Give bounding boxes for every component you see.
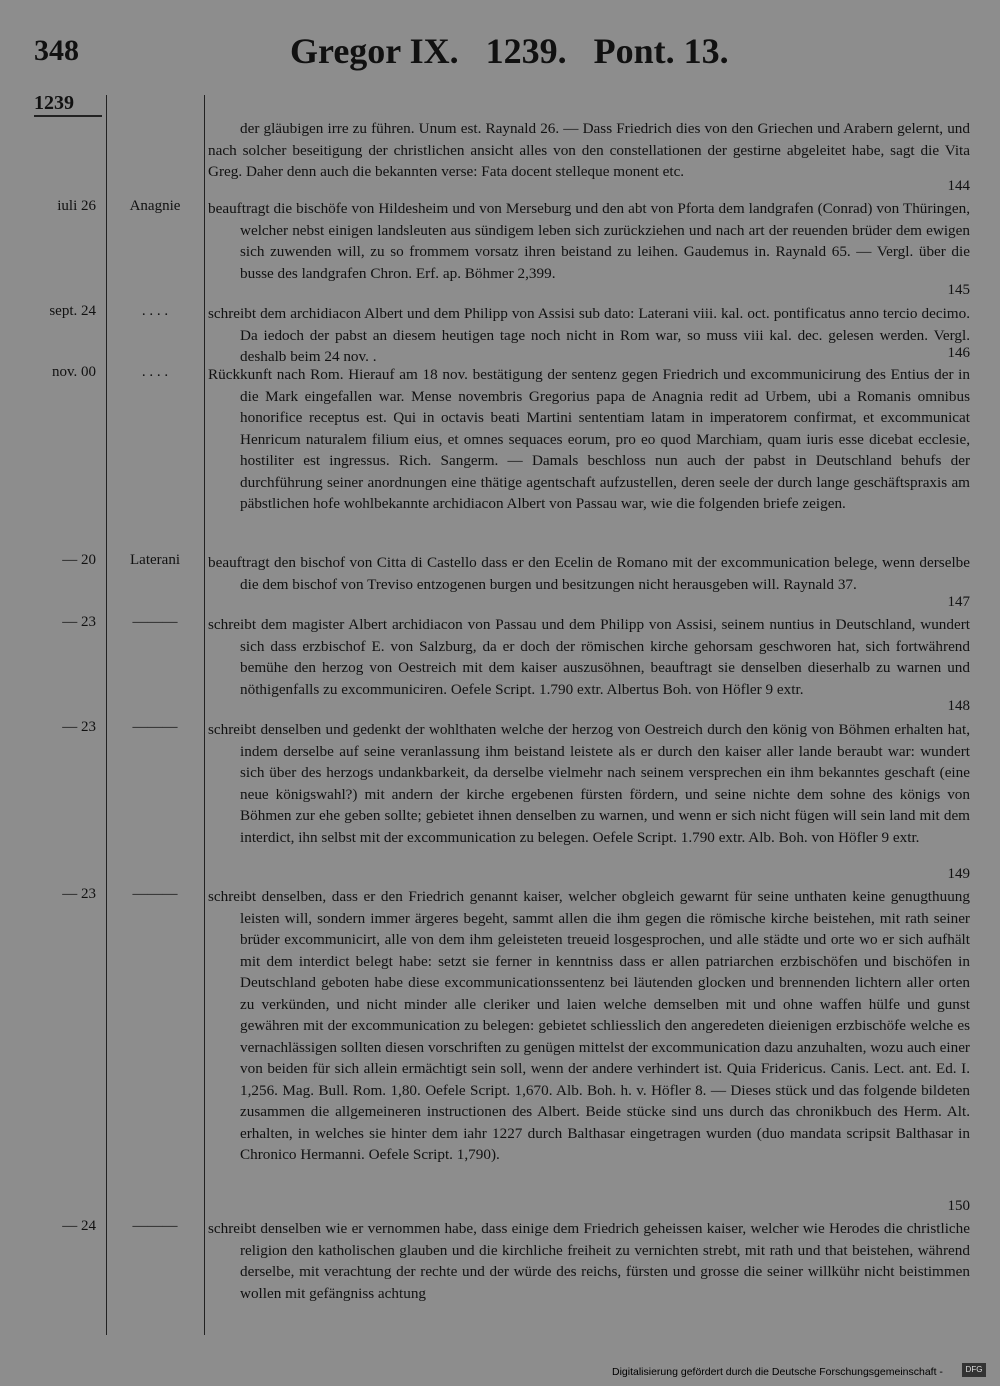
entry-text: Rückkunft nach Rom. Hierauf am 18 nov. bestätigung der sentenz gegen Friedrich und excommunicirung des Entius der in die Mark eingefallen war. Mense novembris Gregorius papa de Anagnia redit ad Urbem, ubi a Romanis omnibus honorifice receptus est. Qui in octavis beati Martini sententiam latam in imperatorem confirmat, et excommunicat Henricum naturalem filium eius, et omnes sequaces eorum, pro eo quod Marchiam, quam iuris esse dicebat ecclesie, hostiliter est ingressus. Rich. Sangerm. — Damals beschloss nun auch der pabst in Deutschland behufs der durchführung seiner anordnungen eine thätige agentschaft aufzustellen, deren seele der durch lange geschäftspraxis am päbstlichen hofe wohlbekannte archidiacon Albert von Passau war, wie die folgenden briefe zeigen. (208, 366, 970, 512)
entry-place: ——— (132, 1218, 178, 1234)
entry-number: 144 (947, 178, 970, 194)
entry-text: schreibt denselben wie er vernommen habe, dass einige dem Friedrich geheissen kaiser, welcher wie Herodes die christliche religion den katholischen glauben und die kirchliche freiheit zu vernichten strebt, mit rath und that beistehen, während derselbe, mit verachtung der rechte und der würde des reichs, fürsten und grosse die seiner willkühr nicht beistimmen wollen mit gefängniss achtung (208, 1220, 970, 1302)
entry-place: Anagnie (129, 198, 181, 214)
entry-date: — 23 (62, 886, 96, 902)
page-header (0, 30, 1000, 80)
entry-date: — 23 (62, 614, 96, 630)
entry-number: 148 (947, 698, 970, 714)
entry-date: nov. 00 (51, 364, 96, 380)
entry-text: schreibt denselben, dass er den Friedrich genannt kaiser, welcher obgleich gewarnt für seine unthaten keine genugthuung leisten will, sondern immer ärgeres begeht, sammt allen die ihm gegen die römische kirche beistehen, mit rath seiner brüder excommunicirt, alle von dem ihm geleisteten treueid losgesprochen, und alle städte und orte wo er sich aufhält mit dem interdict belegt habe: setzt sie ferner in kenntniss dass er allen patriarchen erzbischöfen und bischöfen in Deutschland geboten habe diese excommunicationssentenz bei läutenden glocken und brennenden lichtern aller orten zu verkünden, und nicht minder alle cleriker und laien welche demselben mit und ohne waffen hülfe und gunst gewähren mit der excommunication zu belegen: gebietet schliesslich den angeredeten dieienigen erzbischöfe welche es vernachlässigen sollten diesen vorschriften zu genügen mittelst der excommunication dazu anzuhalten, wozu auch einer von beiden für sich allein ermächtigt sein soll, wenn der andere verhindert ist. Quia Fridericus. Canis. Lect. ant. Ed. I. 1,256. Mag. Bull. Rom. 1,80. Oefele Script. 1,670. Alb. Boh. h. v. Höfler 8. — Dieses stück und das folgende bildeten zusammen die allgemeineren instructionen des Albert. Beide stücke sind uns durch das chronikbuch des Herm. Alt. erhalten, in welches sie hinter dem iahr 1227 durch Balthasar eingetragen wurden (duo mandata scripsit Balthasar in Chronico Hermanni. Oefele Script. 1,790). (208, 888, 970, 1163)
entry-number: 145 (947, 282, 970, 298)
entry-date: — 23 (62, 719, 96, 735)
page-number: 348 (34, 34, 79, 67)
entry-place: . . . . (141, 364, 169, 380)
entry-text: schreibt dem archidiacon Albert und dem Philipp von Assisi sub dato: Laterani viii. kal. oct. pontificatus anno tercio decimo. Da iedoch der pabst an diesem heutigen tage noch nicht in Rom war, so muss viii kal. dec. gelesen werden. Vergl. deshalb beim 24 nov. . (208, 305, 970, 365)
entry-date: — 24 (62, 1218, 96, 1234)
entry-text: schreibt denselben und gedenkt der wohlthaten welche der herzog von Oestreich durch den könig von Böhmen erhalten hat, indem derselbe auf seine veranlassung ihm beistand leistete als er durch den kaiser aller lande beraubt war: wundert sich über des herzogs undankbarkeit, da derselbe vielmehr nach seinem versprechen ein ihm bekanntes geschaft (eine neue königswahl?) mit andern der kirche ergebenen fürsten fördern, und seine nichte dem sohne des königs von Böhmen zur ehe geben sollte; gebietet ihnen denselben zu warnen, und wenn er sich nicht fügen will sein land mit dem interdict, ihn selbst mit der excommunication zu belegen. Oefele Script. 1.790 extr. Alb. Boh. von Höfler 9 extr. (208, 721, 970, 846)
entry-place: ——— (132, 886, 178, 902)
entry-place: ——— (132, 719, 178, 735)
entry-number: 150 (947, 1198, 970, 1214)
year-label: 1239 (34, 92, 74, 114)
entry-date: sept. 24 (49, 303, 96, 319)
entry-place: Laterani (130, 552, 180, 568)
year-underline (34, 115, 102, 117)
entry-place: ——— (132, 614, 178, 630)
entry-place: . . . . (141, 303, 169, 319)
page-title: Gregor IX. 1239. Pont. 13. (290, 31, 729, 71)
column-divider-right (204, 95, 205, 1335)
entry-number: 146 (947, 345, 970, 361)
entry-text: schreibt dem magister Albert archidiacon von Passau und dem Philipp von Assisi, seinem nuntius in Deutschland, wundert sich dass erzbischof E. von Salzburg, da er doch der römischen kirche gehorsam geschworen hat, sich fortwährend bemühe den herzog von Oestreich mit dem kaiser auszusöhnen, beauftragt sie denselben dieserhalb zu warnen und nöthigenfalls zu excommuniciren. Oefele Script. 1.790 extr. Albertus Boh. von Höfler 9 extr. (208, 616, 970, 698)
entry-text: beauftragt die bischöfe von Hildesheim und von Merseburg und den abt von Pforta dem landgrafen (Conrad) von Thüringen, welcher nebst einigen landsleuten aus sündigem leben sich zurückziehen und nach art der reuenden brüder dem ewigen sich zuwenden will, zu so frommem vorsatz ihren beistand zu leihen. Gaudemus in. Raynald 65. — Vergl. über die busse des landgrafen Chron. Erf. ap. Böhmer 2,399. (208, 200, 970, 282)
entry-number: 149 (947, 866, 970, 882)
digitization-credit: Digitalisierung gefördert durch die Deutsche Forschungsgemeinschaft - (612, 1366, 943, 1378)
entry-date: iuli 26 (57, 198, 96, 214)
dfg-logo: DFG (962, 1363, 986, 1377)
column-divider-left (106, 95, 107, 1335)
entry-text: beauftragt den bischof von Citta di Castello dass er den Ecelin de Romano mit der excommunication belege, wenn derselbe die dem bischof von Treviso entzogenen burgen und besitzungen nicht herausgeben will. Raynald 37. (208, 554, 970, 593)
entry-text: der gläubigen irre zu führen. Unum est. Raynald 26. — Dass Friedrich dies von den Griechen und Arabern gelernt, und nach solcher beseitigung der christlichen ansicht alles von den constellationen der gestirne abgeleitet habe, sagt die Vita Greg. Daher denn auch die bekannten verse: Fata docent stelleque monent etc. (208, 120, 970, 180)
entry-number: 147 (947, 594, 970, 610)
entry-date: — 20 (62, 552, 96, 568)
